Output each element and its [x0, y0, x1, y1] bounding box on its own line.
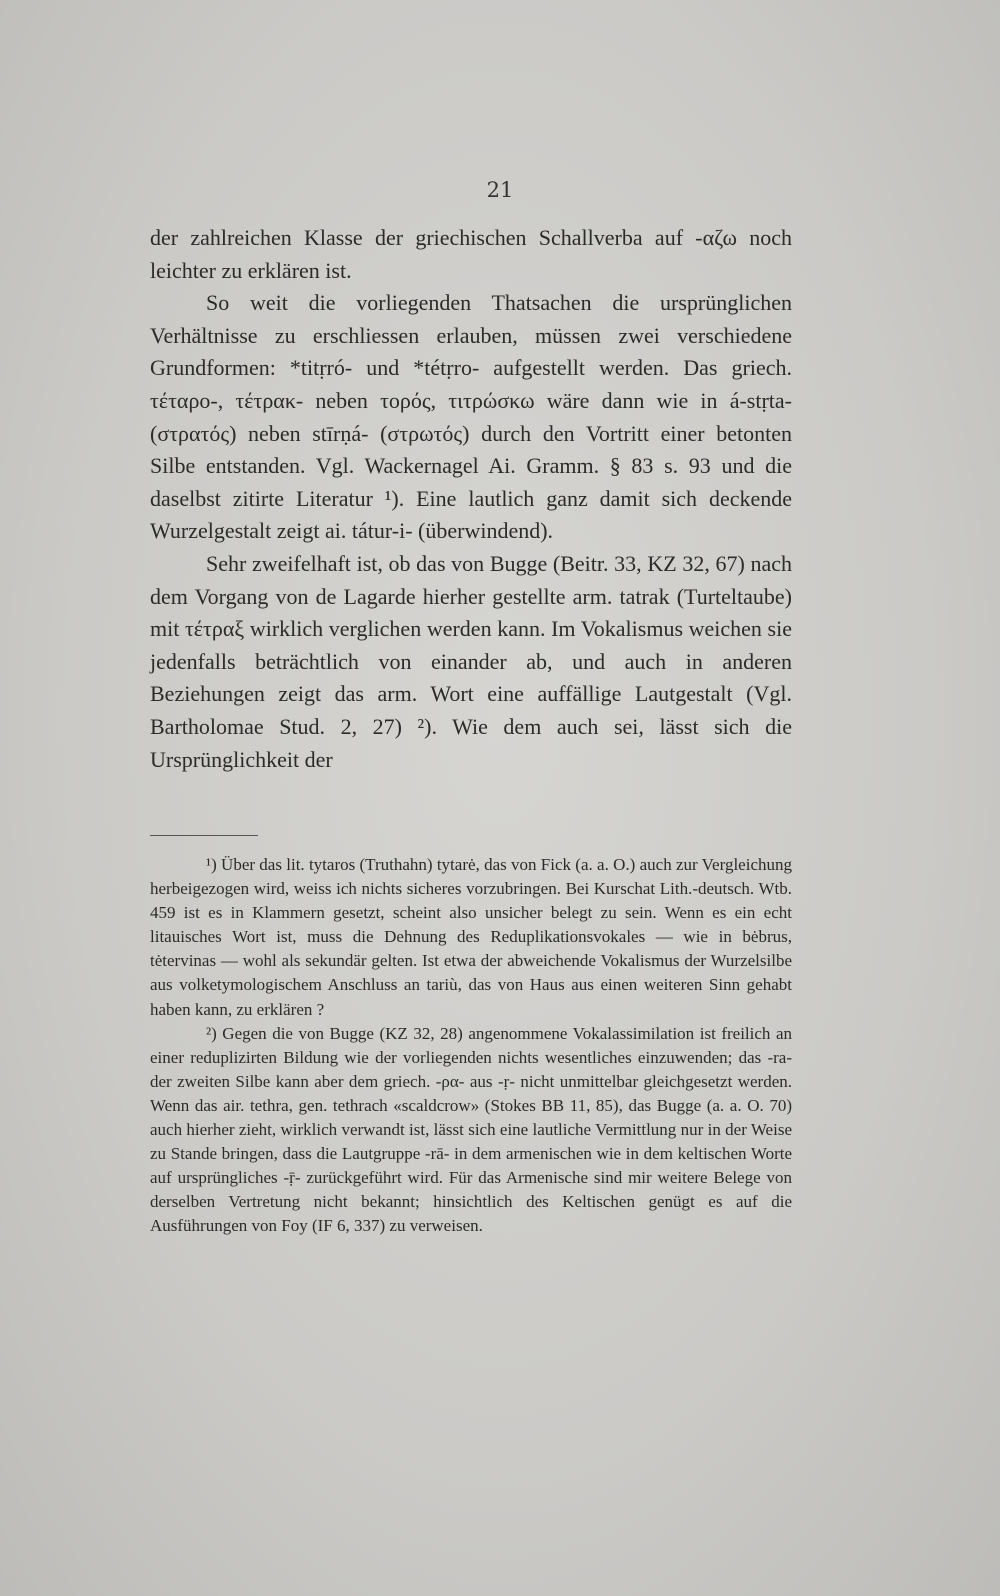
paragraph-3: Sehr zweifelhaft ist, ob das von Bugge (Beitr. 33, KZ 32, 67) nach dem Vorgang von de Lagarde hierher gestellte arm. tatrak (Turteltaube) mit τέτραξ wirklich verglichen werden kann. Im Vokalismus weichen sie jedenfalls beträchtlich von einander ab, und auch in anderen Beziehungen zeigt das arm. Wort eine auffällige Lautgestalt (Vgl. Bartholomae Stud. 2, 27) ²). Wie dem auch sei, lässt sich die Ursprünglichkeit der [150, 550, 792, 772]
page-number: 21 [486, 178, 514, 202]
paragraph-2: So weit die vorliegenden Thatsachen die ursprünglichen Verhältnisse zu erschliessen erlauben, müssen zwei verschiedene Grundformen: *titṛró- und *tétṛro- aufgestellt werden. Das griech. τέταρο-, τέτρακ- neben τορός, τιτρώσκω wäre dann wie in á-stṛta- (στρατός) neben stīrṇá- (στρωτός) durch den Vortritt einer betonten Silbe entstanden. Vgl. Wackernagel Ai. Gramm. § 83 s. 93 und die daselbst zitirte Literatur ¹). Eine lautlich ganz damit sich deckende Wurzelgestalt zeigt ai. tátur-i- (überwindend). [150, 290, 792, 544]
footnotes [150, 853, 792, 1239]
paragraph-1: der zahlreichen Klasse der griechischen Schallverba auf -αζω noch leichter zu erklären ist. [150, 225, 792, 283]
footnote-2: ²) Gegen die von Bugge (KZ 32, 28) angenommene Vokalassimilation ist freilich an einer reduplizirten Bildung wie der vorliegenden nichts wesentliches einzuwenden; das -ra- der zweiten Silbe kann aber dem griech. -ρα- aus -ṛ- nicht unmittelbar gleichgesetzt werden. Wenn das air. tethra, gen. tethrach «scaldcrow» (Stokes BB 11, 85), das Bugge (a. a. O. 70) auch hierher zieht, wirklich verwandt ist, lässt sich eine lautliche Vermittlung nur in der Weise zu Stande bringen, dass die Lautgruppe -rā- in dem armenischen wie in dem keltischen Worte auf ursprüngliches -ṝ- zurückgeführt wird. Für das Armenische sind mir weitere Belege von derselben Vertretung nicht bekannt; hinsichtlich des Keltischen genügt es auf die Ausführungen von Foy (IF 6, 337) zu verweisen. [150, 1023, 792, 1236]
footnote-1: ¹) Über das lit. tytaros (Truthahn) tytarė, das von Fick (a. a. O.) auch zur Vergleichung herbeigezogen wird, weiss ich nichts sicheres vorzubringen. Bei Kurschat Lith.-deutsch. Wtb. 459 ist es in Klammern gesetzt, scheint also unsicher belegt zu sein. Wenn es ein echt litauisches Wort ist, muss die Dehnung des Reduplikationsvokales — wie in bėbrus, tėtervinas — wohl als sekundär gelten. Ist etwa der abweichende Vokalismus der Wurzelsilbe aus volketymologischem Anschluss an tariù, das von Haus aus einen weiteren Sinn gehabt haben kann, zu erklären ? [150, 855, 792, 1019]
main-text [150, 222, 792, 776]
footnote-divider [150, 835, 258, 836]
